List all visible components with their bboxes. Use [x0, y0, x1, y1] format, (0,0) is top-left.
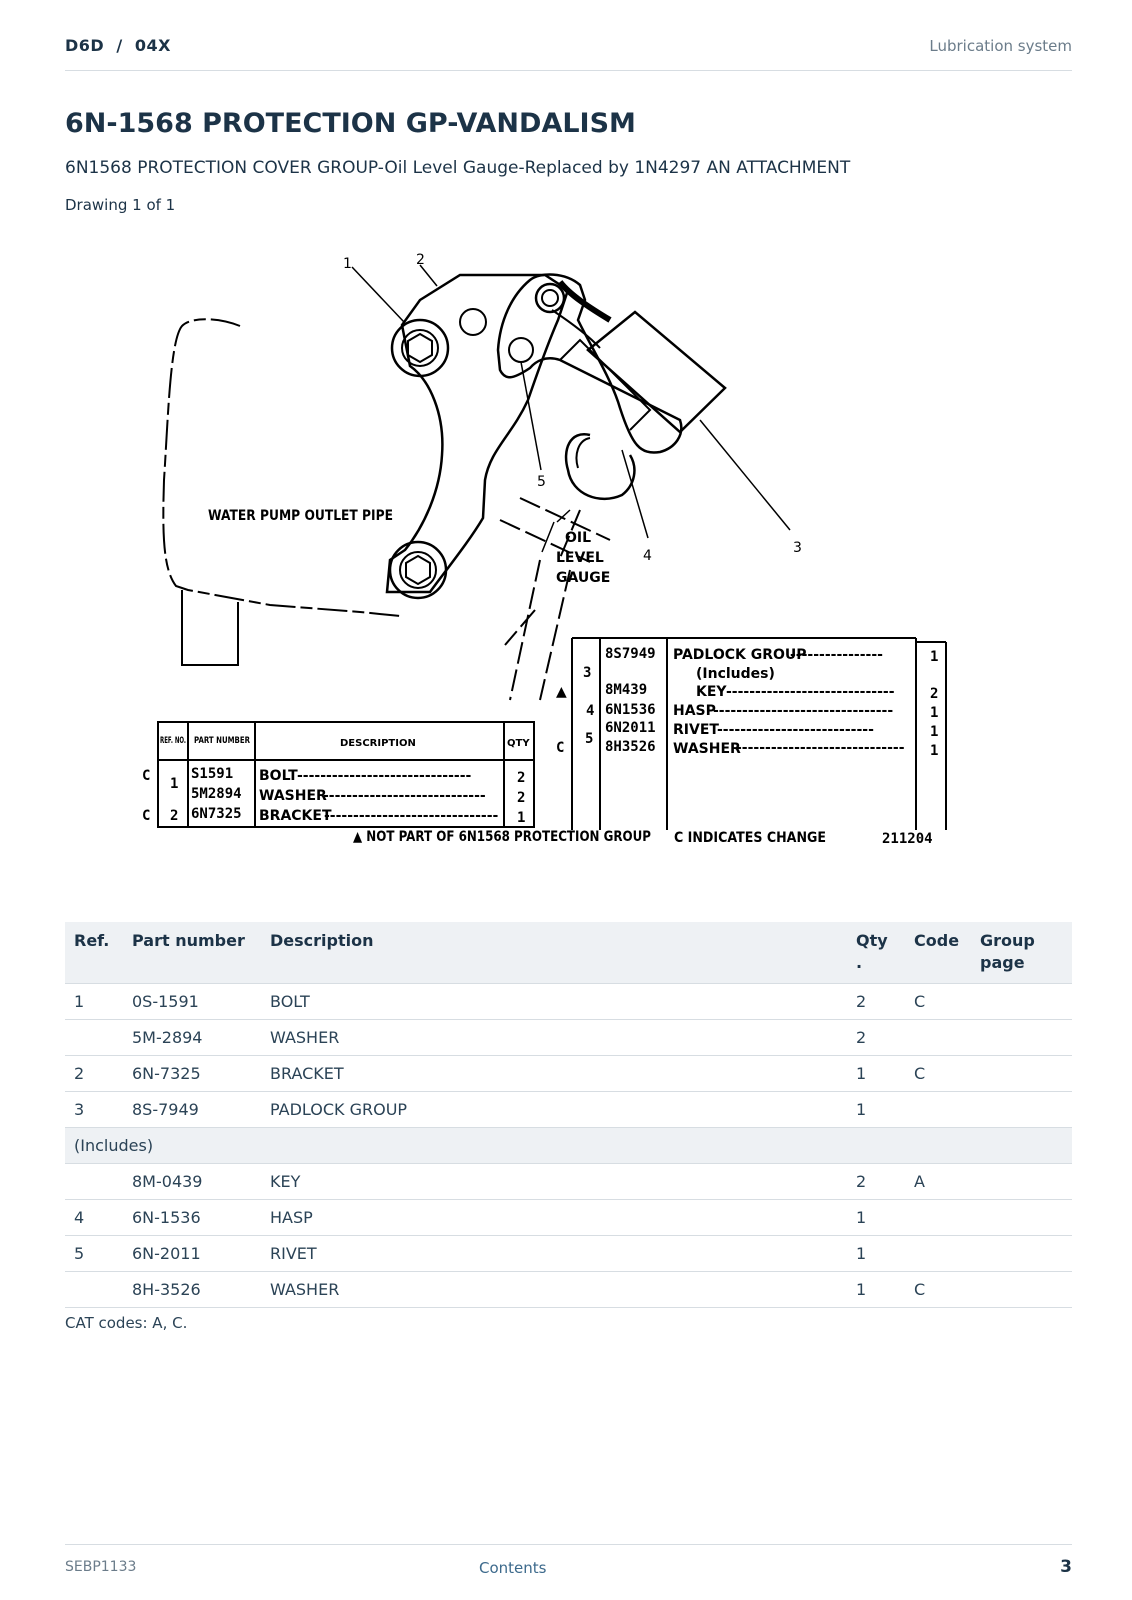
cell-ref: 5 [65, 1236, 123, 1272]
cell-part: 8H-3526 [123, 1272, 261, 1308]
left-row-part: 5M2894 [191, 786, 242, 802]
cell-qty: 1 [847, 1272, 905, 1308]
cell-group [971, 1020, 1072, 1056]
cell-desc: PADLOCK GROUP [261, 1092, 847, 1128]
table-row [65, 1164, 1072, 1200]
cell-qty: 1 [847, 1236, 905, 1272]
left-dash-lines: ------------------------------ ---------------------------- ------------------------------ [297, 768, 499, 824]
table-row [65, 1272, 1072, 1308]
callout-5: 5 [537, 474, 546, 490]
left-table-header-part: PART NUMBER [194, 736, 251, 746]
left-row-ref: 2 [170, 808, 179, 824]
cell-part: 8M-0439 [123, 1164, 261, 1200]
document-id: SEBP1133 [65, 1559, 137, 1575]
page-number: 3 [1060, 1557, 1072, 1577]
left-row-mark: C [142, 808, 151, 824]
cell-group [971, 1092, 1072, 1128]
drawing-count: Drawing 1 of 1 [65, 196, 176, 214]
cell-ref [65, 1164, 123, 1200]
right-row-qty: 2 [930, 686, 939, 702]
col-desc-header: Description [261, 922, 847, 984]
cell-group [971, 1200, 1072, 1236]
cell-qty: 2 [847, 1164, 905, 1200]
table-row [65, 1200, 1072, 1236]
left-row-qty: 2 [517, 770, 526, 786]
cell-part: 0S-1591 [123, 984, 261, 1020]
cell-code [905, 1020, 971, 1056]
cell-code: C [905, 1272, 971, 1308]
right-row-part: 6N2011 [605, 720, 656, 736]
cell-part: 5M-2894 [123, 1020, 261, 1056]
right-row-desc: RIVET [673, 722, 719, 738]
cell-ref: 4 [65, 1200, 123, 1236]
model-breadcrumb: D6D / 04X [65, 36, 171, 55]
contents-link[interactable]: Contents [479, 1559, 547, 1577]
cell-ref: 3 [65, 1092, 123, 1128]
right-dash-lines: ---------------- ----------------------------- ------------------------------- --------------------------- ----------------------------- [713, 647, 905, 756]
cell-ref: 2 [65, 1056, 123, 1092]
right-row-qty: 1 [930, 724, 939, 740]
right-row-ref: 5 [585, 731, 594, 747]
left-row-part: S1591 [191, 766, 234, 782]
parts-drawing [140, 240, 990, 880]
right-row-ref: 3 [583, 665, 592, 681]
cell-group [971, 1236, 1072, 1272]
left-table-header-qty: QTY [507, 738, 530, 749]
col-group-header: Group page [971, 922, 1072, 984]
table-row [65, 1020, 1072, 1056]
col-code-header: Code [905, 922, 971, 984]
cell-group [971, 1164, 1072, 1200]
left-row-part: 6N7325 [191, 806, 242, 822]
left-row-ref: 1 [170, 776, 179, 792]
oil-label-2: LEVEL [556, 550, 604, 566]
right-row-part: 8M439 [605, 682, 648, 698]
cell-group [971, 1056, 1072, 1092]
cell-ref: 1 [65, 984, 123, 1020]
left-row-qty: 2 [517, 790, 526, 806]
oil-label-3: GAUGE [556, 570, 611, 586]
cat-codes-note: CAT codes: A, C. [65, 1314, 188, 1332]
right-row-desc: KEY [696, 684, 727, 700]
section-name: Lubrication system [929, 37, 1072, 55]
cell-qty: 1 [847, 1200, 905, 1236]
left-table-header-ref: REF. NO. [160, 736, 186, 746]
cell-code [905, 1092, 971, 1128]
cell-part: 6N-7325 [123, 1056, 261, 1092]
right-row-mark: ▲ [556, 684, 567, 700]
right-row-desc: (Includes) [696, 666, 775, 682]
cell-note: (Includes) [65, 1128, 1072, 1164]
table-header-row [65, 922, 1072, 984]
cell-desc: WASHER [261, 1020, 847, 1056]
right-row-part: 8S7949 [605, 646, 656, 662]
page-footer [65, 1544, 1072, 1585]
cell-code: C [905, 984, 971, 1020]
oil-label-1: OIL [565, 530, 592, 546]
table-note-row [65, 1128, 1072, 1164]
page-header [65, 34, 1072, 71]
right-row-ref: 4 [586, 703, 595, 719]
cell-qty: 1 [847, 1056, 905, 1092]
cell-group [971, 1272, 1072, 1308]
left-row-desc: WASHER [259, 788, 327, 804]
cell-code [905, 1236, 971, 1272]
cell-part: 6N-1536 [123, 1200, 261, 1236]
table-row [65, 1056, 1072, 1092]
callout-3: 3 [793, 540, 802, 556]
cell-qty: 1 [847, 1092, 905, 1128]
cell-code: A [905, 1164, 971, 1200]
left-row-qty: 1 [517, 810, 526, 826]
callout-1: 1 [343, 256, 352, 272]
right-row-desc: WASHER [673, 741, 741, 757]
right-row-desc: HASP [673, 703, 716, 719]
right-row-qty: 1 [930, 649, 939, 665]
water-pump-label: WATER PUMP OUTLET PIPE [208, 508, 393, 524]
cell-ref [65, 1272, 123, 1308]
cell-group [971, 984, 1072, 1020]
drawing-footnote-change: C INDICATES CHANGE [674, 830, 826, 846]
cell-part: 8S-7949 [123, 1092, 261, 1128]
col-part-header: Part number [123, 922, 261, 984]
cell-desc: HASP [261, 1200, 847, 1236]
right-row-desc: PADLOCK GROUP [673, 647, 807, 663]
page-subtitle: 6N1568 PROTECTION COVER GROUP-Oil Level Gauge-Replaced by 1N4297 AN ATTACHMENT [65, 158, 851, 178]
cell-desc: KEY [261, 1164, 847, 1200]
col-qty-header: Qty . [847, 922, 905, 984]
left-table-rows [142, 766, 525, 826]
table-row [65, 984, 1072, 1020]
left-row-desc: BOLT [259, 768, 298, 784]
right-table-rows [556, 646, 938, 759]
left-table-header-desc: DESCRIPTION [340, 738, 416, 749]
page-title: 6N-1568 PROTECTION GP-VANDALISM [65, 108, 636, 139]
cell-code: C [905, 1056, 971, 1092]
cell-part: 6N-2011 [123, 1236, 261, 1272]
parts-table [65, 922, 1072, 1308]
cell-qty: 2 [847, 1020, 905, 1056]
table-row [65, 1236, 1072, 1272]
left-row-mark: C [142, 768, 151, 784]
cell-desc: BRACKET [261, 1056, 847, 1092]
callout-2: 2 [416, 252, 425, 268]
parts-table-body [65, 984, 1072, 1308]
cell-desc: RIVET [261, 1236, 847, 1272]
drawing-footnote-not-part: ▲ NOT PART OF 6N1568 PROTECTION GROUP [353, 829, 651, 845]
right-row-part: 6N1536 [605, 702, 656, 718]
parts-drawing-svg [140, 240, 990, 880]
cell-qty: 2 [847, 984, 905, 1020]
cell-ref [65, 1020, 123, 1056]
left-row-desc: BRACKET [259, 808, 332, 824]
right-row-qty: 1 [930, 743, 939, 759]
right-row-mark: C [556, 740, 565, 756]
cell-desc: BOLT [261, 984, 847, 1020]
cell-desc: WASHER [261, 1272, 847, 1308]
callout-4: 4 [643, 548, 652, 564]
right-row-part: 8H3526 [605, 739, 656, 755]
col-ref-header: Ref. [65, 922, 123, 984]
right-row-qty: 1 [930, 705, 939, 721]
cell-code [905, 1200, 971, 1236]
table-row [65, 1092, 1072, 1128]
drawing-number: 211204 [882, 831, 933, 847]
